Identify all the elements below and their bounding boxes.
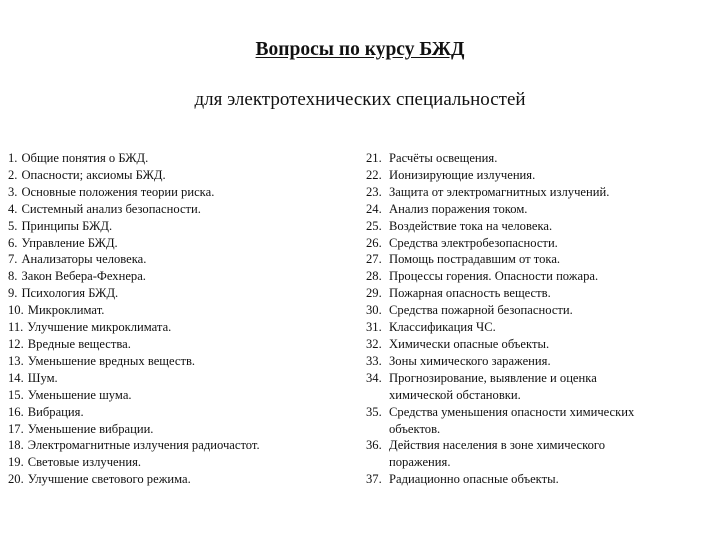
item-number: 2. bbox=[8, 167, 18, 182]
item-text: Управление БЖД. bbox=[21, 235, 118, 250]
list-item bbox=[366, 404, 706, 438]
list-item bbox=[8, 302, 348, 319]
item-text: Пожарная опасность веществ. bbox=[389, 286, 551, 301]
list-item bbox=[8, 454, 348, 471]
item-number: 25. bbox=[366, 218, 382, 233]
item-text: Анализаторы человека. bbox=[21, 252, 147, 267]
list-item bbox=[8, 353, 348, 370]
item-number: 5. bbox=[8, 218, 18, 233]
item-text: Психология БЖД. bbox=[21, 286, 119, 301]
list-item bbox=[366, 150, 706, 167]
item-number: 22. bbox=[366, 167, 382, 182]
item-text: Вредные вещества. bbox=[27, 336, 131, 351]
list-item bbox=[366, 471, 706, 488]
item-number: 35. bbox=[366, 404, 382, 419]
item-number: 32. bbox=[366, 336, 382, 351]
item-number: 29. bbox=[366, 286, 382, 301]
item-number: 23. bbox=[366, 184, 382, 199]
item-text: Прогнозирование, выявление и оценка химической обстановки. bbox=[389, 370, 597, 402]
item-text: Классификация ЧС. bbox=[389, 320, 496, 335]
item-text: Закон Вебера-Фехнера. bbox=[21, 269, 146, 284]
item-number: 31. bbox=[366, 320, 382, 335]
item-number: 9. bbox=[8, 286, 18, 301]
list-item bbox=[8, 150, 348, 167]
item-text: Воздействие тока на человека. bbox=[389, 218, 553, 233]
item-number: 24. bbox=[366, 201, 382, 216]
list-item bbox=[366, 285, 706, 302]
list-item bbox=[366, 268, 706, 285]
item-text: Химически опасные объекты. bbox=[389, 336, 550, 351]
list-item bbox=[366, 319, 706, 336]
question-list-right bbox=[366, 150, 706, 488]
item-number: 15. bbox=[8, 387, 24, 402]
item-text: Шум. bbox=[27, 370, 58, 385]
item-number: 4. bbox=[8, 201, 18, 216]
item-number: 10. bbox=[8, 303, 24, 318]
item-number: 20. bbox=[8, 472, 24, 487]
list-item bbox=[8, 404, 348, 421]
item-text: Принципы БЖД. bbox=[21, 218, 113, 233]
item-number: 33. bbox=[366, 353, 382, 368]
item-text: Основные положения теории риска. bbox=[21, 184, 215, 199]
item-text: Системный анализ безопасности. bbox=[21, 201, 201, 216]
page-title: Вопросы по курсу БЖД bbox=[255, 39, 465, 60]
item-number: 7. bbox=[8, 252, 18, 267]
list-item bbox=[366, 201, 706, 218]
list-item bbox=[8, 167, 348, 184]
item-number: 19. bbox=[8, 455, 24, 470]
list-item bbox=[366, 251, 706, 268]
item-number: 34. bbox=[366, 370, 382, 385]
list-item bbox=[8, 336, 348, 353]
item-number: 8. bbox=[8, 269, 18, 284]
item-text: Средства пожарной безопасности. bbox=[389, 303, 573, 318]
list-item bbox=[366, 353, 706, 370]
item-number: 1. bbox=[8, 151, 18, 165]
item-text: Анализ поражения током. bbox=[389, 201, 528, 216]
item-text: Расчёты освещения. bbox=[389, 151, 498, 165]
list-item bbox=[8, 370, 348, 387]
list-item bbox=[8, 218, 348, 235]
item-number: 18. bbox=[8, 438, 24, 453]
item-text: Процессы горения. Опасности пожара. bbox=[389, 269, 599, 284]
item-text: Общие понятия о БЖД. bbox=[21, 151, 149, 165]
item-text: Уменьшение вибрации. bbox=[27, 421, 154, 436]
item-text: Ионизирующие излучения. bbox=[389, 167, 536, 182]
list-item bbox=[8, 235, 348, 252]
item-number: 12. bbox=[8, 336, 24, 351]
item-text: Уменьшение шума. bbox=[27, 387, 132, 402]
list-item bbox=[8, 201, 348, 218]
item-text: Опасности; аксиомы БЖД. bbox=[21, 167, 166, 182]
item-text: Действия населения в зоне химического поражения. bbox=[389, 438, 606, 470]
list-item bbox=[366, 370, 706, 404]
list-item bbox=[8, 387, 348, 404]
list-item bbox=[8, 285, 348, 302]
list-item bbox=[366, 336, 706, 353]
item-text: Зоны химического заражения. bbox=[389, 353, 551, 368]
list-item bbox=[366, 184, 706, 201]
item-text: Защита от электромагнитных излучений. bbox=[389, 184, 610, 199]
list-item bbox=[8, 184, 348, 201]
item-text: Улучшение микроклимата. bbox=[27, 320, 172, 335]
list-item bbox=[8, 268, 348, 285]
list-item bbox=[366, 437, 706, 471]
page-subtitle: для электротехнических специальностей bbox=[194, 89, 526, 110]
item-number: 28. bbox=[366, 269, 382, 284]
item-text: Радиационно опасные объекты. bbox=[389, 472, 559, 487]
question-list-left bbox=[8, 150, 348, 488]
item-text: Средства электробезопасности. bbox=[389, 235, 558, 250]
list-item bbox=[366, 167, 706, 184]
item-number: 3. bbox=[8, 184, 18, 199]
list-item bbox=[8, 437, 348, 454]
list-item bbox=[8, 421, 348, 438]
list-item bbox=[366, 235, 706, 252]
item-text: Средства уменьшения опасности химических объектов. bbox=[389, 404, 635, 436]
item-text: Световые излучения. bbox=[27, 455, 142, 470]
list-item bbox=[366, 218, 706, 235]
list-item bbox=[8, 471, 348, 488]
item-number: 30. bbox=[366, 303, 382, 318]
item-number: 26. bbox=[366, 235, 382, 250]
list-item bbox=[8, 319, 348, 336]
item-text: Улучшение светового режима. bbox=[27, 472, 191, 487]
item-text: Помощь пострадавшим от тока. bbox=[389, 252, 561, 267]
item-number: 14. bbox=[8, 370, 24, 385]
list-item bbox=[8, 251, 348, 268]
item-text: Уменьшение вредных веществ. bbox=[27, 353, 196, 368]
item-text: Микроклимат. bbox=[27, 303, 105, 318]
item-text: Электромагнитные излучения радиочастот. bbox=[27, 438, 260, 453]
item-number: 36. bbox=[366, 438, 382, 453]
item-text: Вибрация. bbox=[27, 404, 84, 419]
item-number: 11. bbox=[8, 320, 24, 335]
item-number: 17. bbox=[8, 421, 24, 436]
list-item bbox=[366, 302, 706, 319]
item-number: 6. bbox=[8, 235, 18, 250]
item-number: 27. bbox=[366, 252, 382, 267]
item-number: 37. bbox=[366, 472, 382, 487]
item-number: 13. bbox=[8, 353, 24, 368]
item-number: 21. bbox=[366, 151, 382, 165]
item-number: 16. bbox=[8, 404, 24, 419]
